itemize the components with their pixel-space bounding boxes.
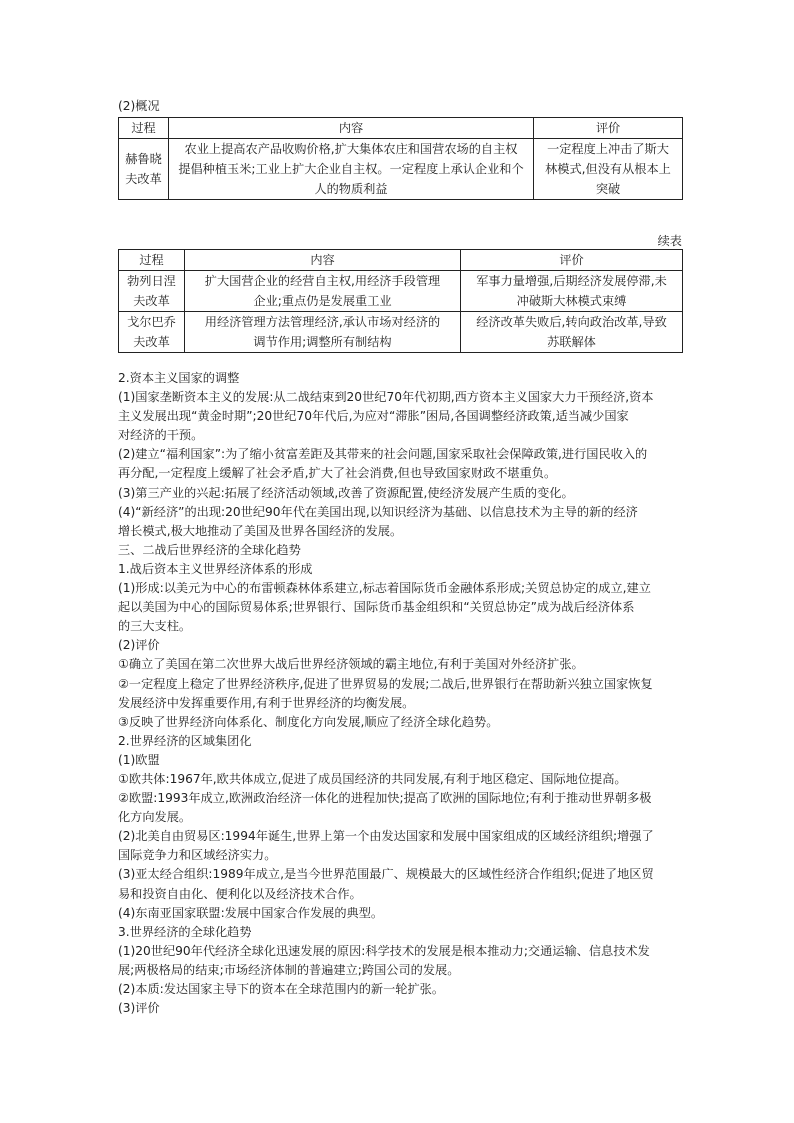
text-line: 的三大支柱。	[118, 619, 192, 634]
text-line: 对经济的干预。	[118, 428, 204, 443]
text-line: (1)20世纪90年代经济全球化迅速发展的原因:科学技术的发展是根本推动力;交通运输、信息技术发	[118, 943, 650, 958]
cell-content: 用经济管理方法管理经济,承认市场对经济的 调节作用;调整所有制结构	[185, 312, 461, 353]
text-line: ①欧共体:1967年,欧共体成立,促进了成员国经济的共同发展,有利于地区稳定、国际地位提高。	[118, 771, 627, 786]
text-line: (3)亚太经合组织:1989年成立,是当今世界范围最广、规模最大的区域性经济合作组织;促进了地区贸	[118, 867, 654, 882]
cell-evaluation: 经济改革失败后,转向政治改革,导致 苏联解体	[461, 312, 683, 353]
cell-evaluation: 一定程度上冲击了斯大 林模式,但没有从根本上 突破	[534, 139, 683, 200]
text-line: 发展经济中发挥重要作用,有利于世界经济的均衡发展。	[118, 695, 415, 710]
text-line: ①确立了美国在第二次世界大战后世界经济领域的霸主地位,有利于美国对外经济扩张。	[118, 657, 584, 672]
header-content: 内容	[185, 250, 461, 271]
text-line: (3)第三产业的兴起:拓展了经济活动领域,改善了资源配置,使经济发展产生质的变化。	[118, 485, 574, 500]
section-title: 三、二战后世界经济的全球化趋势	[118, 542, 301, 557]
text-line: (2)评价	[118, 638, 160, 653]
text-line: 再分配,一定程度上缓解了社会矛盾,扩大了社会消费,但也导致国家财政不堪重负。	[118, 466, 557, 481]
text-line: 易和投资自由化、便利化以及经济技术合作。	[118, 886, 362, 901]
text-line: ②一定程度上稳定了世界经济秩序,促进了世界贸易的发展;二战后,世界银行在帮助新兴独立国家恢复	[118, 676, 653, 691]
continued-label: 续表	[657, 234, 682, 248]
text-line: (3)评价	[118, 1001, 160, 1016]
header-process: 过程	[119, 118, 169, 139]
reform-table-khrushchev	[118, 117, 683, 200]
text-line: ③反映了世界经济向体系化、制度化方向发展,顺应了经济全球化趋势。	[118, 714, 499, 729]
text-line: (2)本质:发达国家主导下的资本在全球范围内的新一轮扩张。	[118, 982, 445, 996]
header-content: 内容	[169, 118, 534, 139]
text-line: (1)欧盟	[118, 752, 160, 767]
table-row	[119, 271, 683, 312]
body-text	[118, 369, 682, 1018]
table-header-row	[119, 250, 683, 271]
section-heading: (2)概况	[118, 99, 160, 113]
cell-evaluation: 军事力量增强,后期经济发展停滞,未 冲破斯大林模式束缚	[461, 271, 683, 312]
cell-process: 赫鲁晓 夫改革	[119, 139, 169, 200]
cell-process: 戈尔巴乔 夫改革	[119, 312, 185, 353]
text-line: (4)东南亚国家联盟:发展中国家合作发展的典型。	[118, 905, 384, 920]
table-row	[119, 139, 683, 200]
text-line: (2)建立“福利国家”:为了缩小贫富差距及其带来的社会问题,国家采取社会保障政策,进行国民收入的	[118, 447, 648, 462]
text-line: 2.世界经济的区域集团化	[118, 733, 252, 748]
text-line: (1)国家垄断资本主义的发展:从二战结束到20世纪70年代初期,西方资本主义国家大力干预经济,资本	[118, 390, 654, 405]
reform-table-continued	[118, 249, 683, 353]
text-line: (4)“新经济”的出现:20世纪90年代在美国出现,以知识经济为基础、以信息技术为主导的新的经济	[118, 504, 638, 519]
text-line: 增长模式,极大地推动了美国及世界各国经济的发展。	[118, 523, 403, 538]
text-line: 化方向发展。	[118, 810, 192, 825]
text-line: 起以美国为中心的国际贸易体系;世界银行、国际货币基金组织和“关贸总协定”成为战后经济体系	[118, 600, 635, 615]
text-line: 展;两极格局的结束;市场经济体制的普遍建立;跨国公司的发展。	[118, 962, 460, 977]
text-line: 国际竞争力和区域经济实力。	[118, 848, 277, 863]
text-line: 1.战后资本主义世界经济体系的形成	[118, 561, 313, 576]
header-evaluation: 评价	[461, 250, 683, 271]
table-header-row	[119, 118, 683, 139]
cell-content: 扩大国营企业的经营自主权,用经济手段管理 企业;重点仍是发展重工业	[185, 271, 461, 312]
cell-content: 农业上提高农产品收购价格,扩大集体农庄和国营农场的自主权 提倡种植玉米;工业上扩大企业自主权。一定程度上承认企业和个 人的物质利益	[169, 139, 534, 200]
text-line: ②欧盟:1993年成立,欧洲政治经济一体化的进程加快;提高了欧洲的国际地位;有利于推动世界朝多极	[118, 791, 652, 806]
text-line: 3.世界经济的全球化趋势	[118, 924, 252, 939]
text-line: (1)形成:以美元为中心的布雷顿森林体系建立,标志着国际货币金融体系形成;关贸总协定的成立,建立	[118, 581, 651, 596]
text-line: 2.资本主义国家的调整	[118, 371, 240, 385]
header-process: 过程	[119, 250, 185, 271]
text-line: 主义发展出现“黄金时期”;20世纪70年代后,为应对“滞胀”困局,各国调整经济政策,适当减少国家	[118, 409, 629, 424]
cell-process: 勃列日涅 夫改革	[119, 271, 185, 312]
text-line: (2)北美自由贸易区:1994年诞生,世界上第一个由发达国家和发展中国家组成的区域经济组织;增强了	[118, 829, 654, 844]
table-row	[119, 312, 683, 353]
header-evaluation: 评价	[534, 118, 683, 139]
